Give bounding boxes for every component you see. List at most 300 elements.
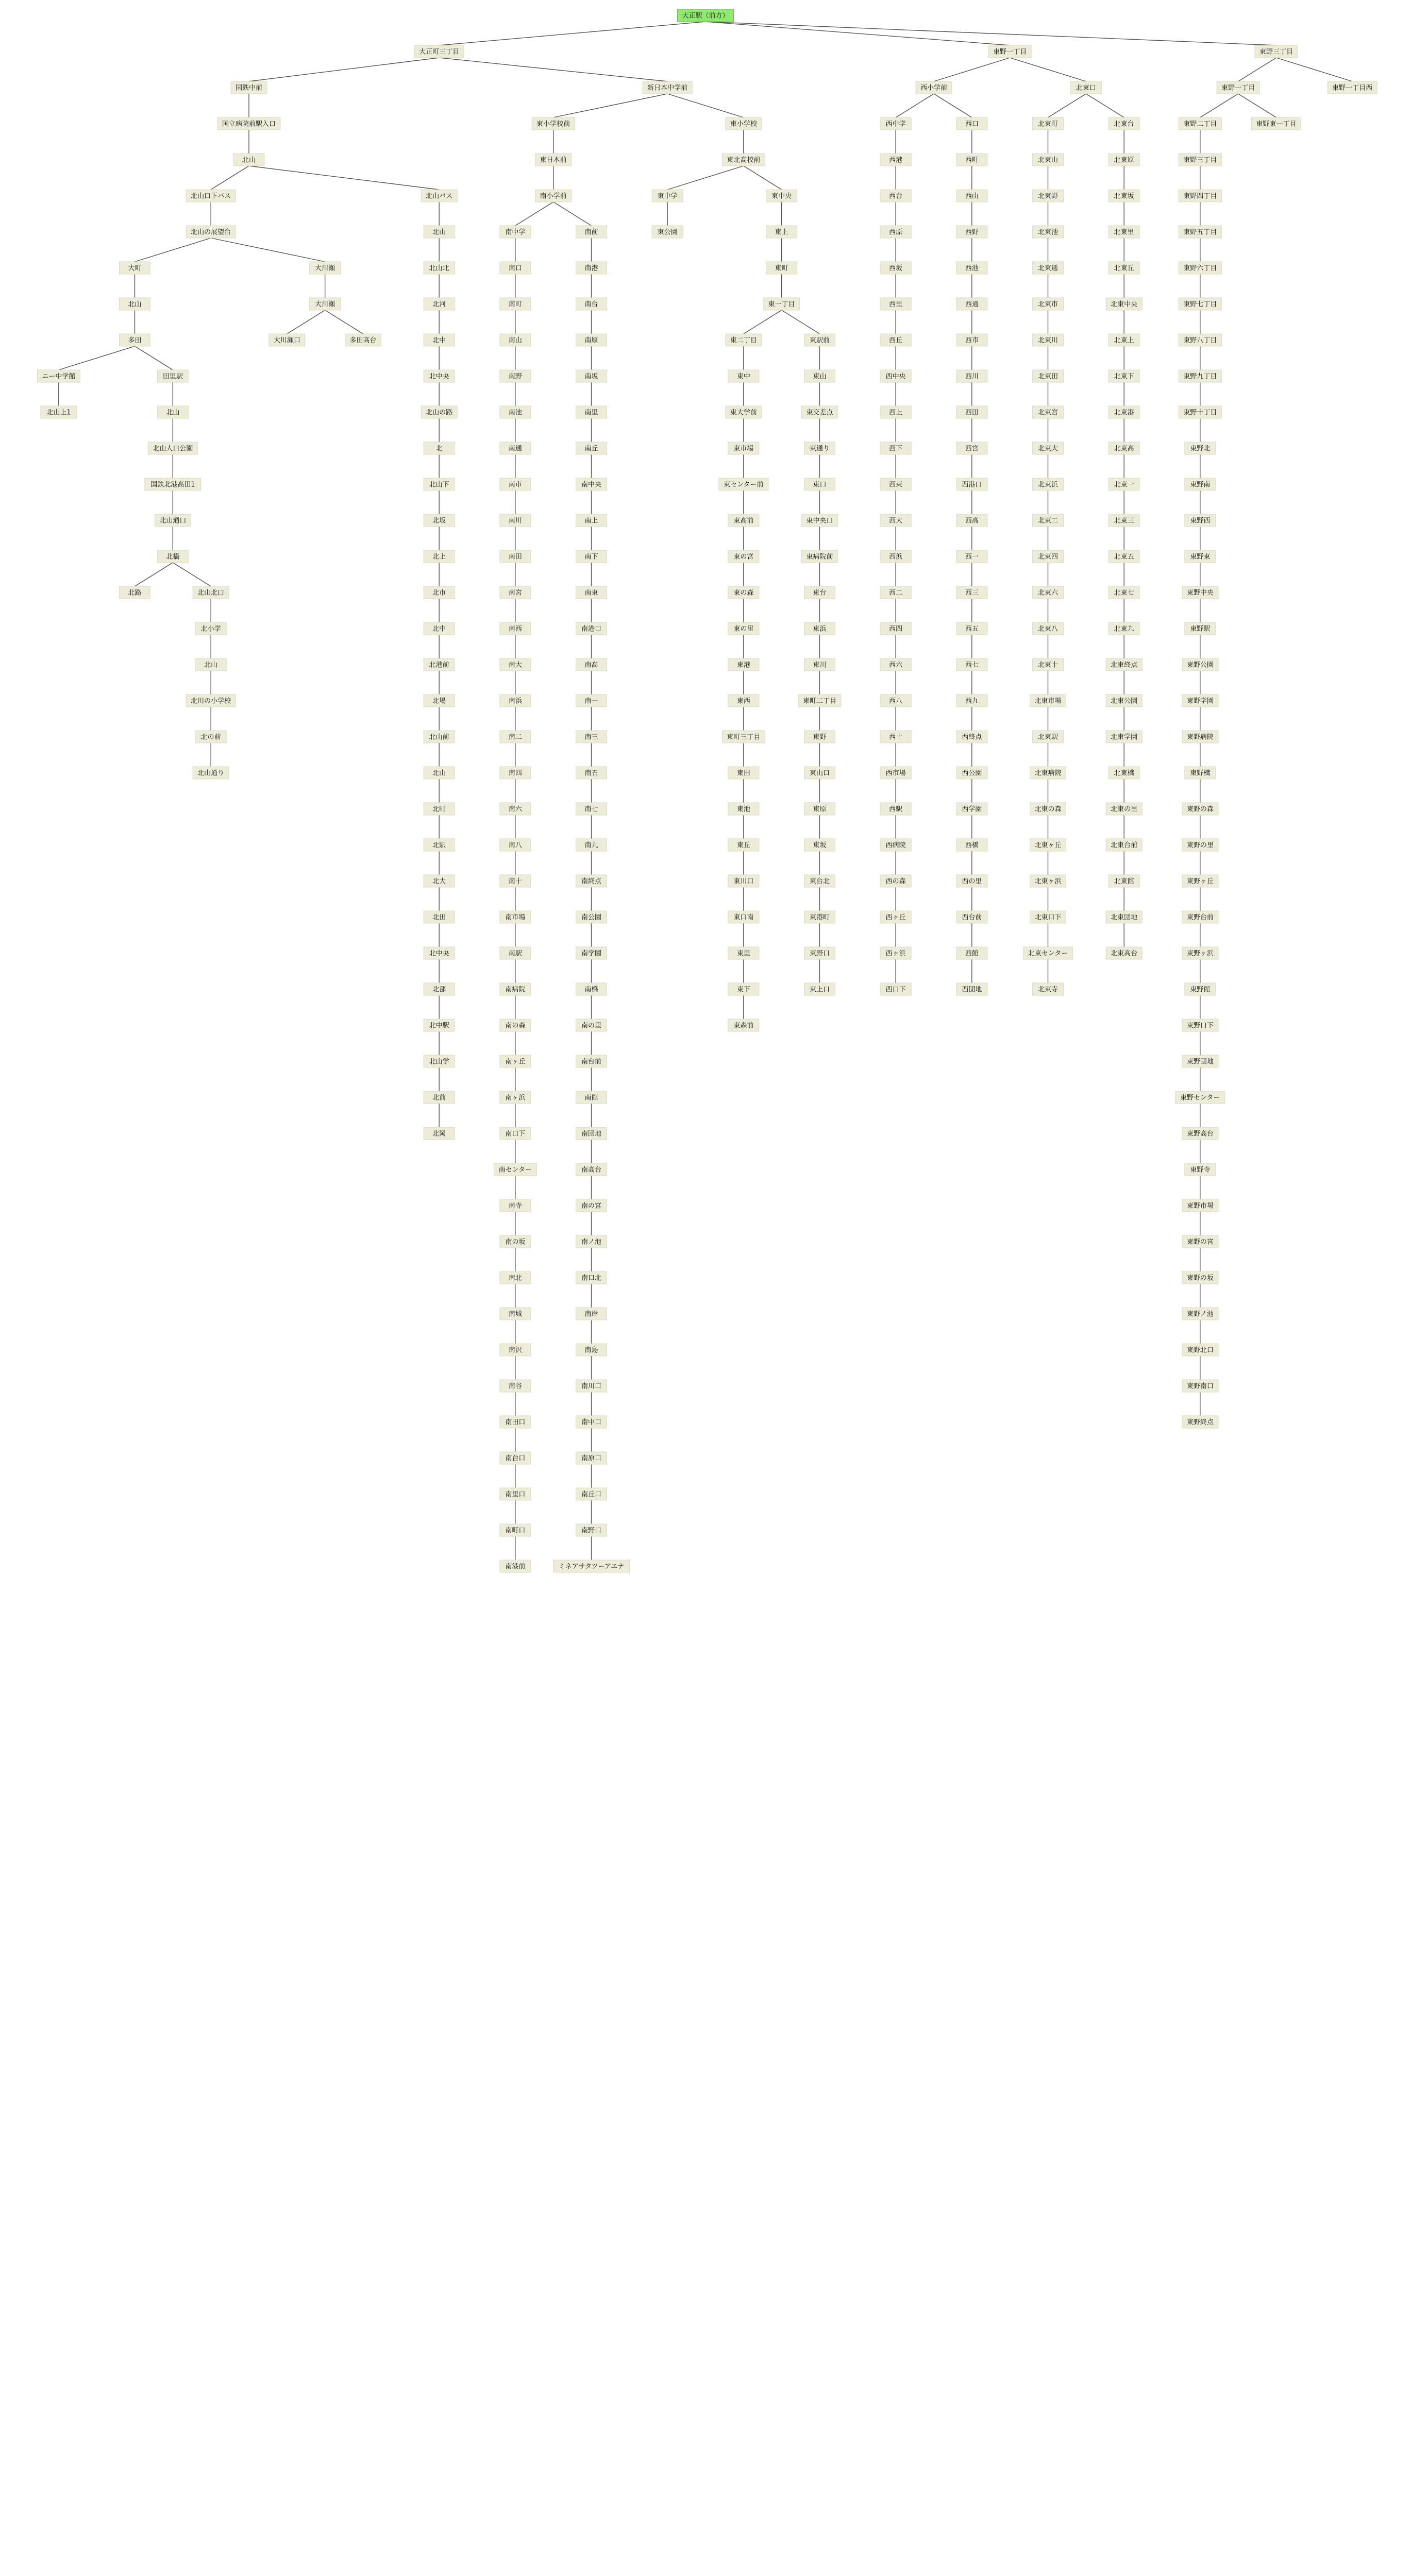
station-label: 西口下: [885, 986, 906, 994]
station-node: [1033, 226, 1064, 238]
station-node: [1108, 586, 1139, 599]
station-label: 西下: [889, 445, 903, 453]
route-edge: [1238, 94, 1276, 117]
station-node: [576, 839, 607, 851]
station-node: [1023, 947, 1073, 959]
station-node: [956, 154, 987, 166]
station-label: 東小学校: [730, 120, 757, 128]
station-node: [500, 875, 531, 887]
station-node: [798, 694, 841, 707]
station-label: 南田: [508, 553, 522, 561]
route-edge: [553, 94, 668, 117]
station-node: [956, 803, 987, 815]
station-label: 北東センター: [1028, 950, 1068, 958]
station-node: [804, 767, 835, 779]
station-label: 東里: [736, 950, 750, 958]
station-label: 西館: [965, 950, 979, 958]
station-label: 北東の里: [1111, 805, 1138, 814]
station-node: [956, 947, 987, 959]
station-node: [500, 226, 531, 238]
station-node: [500, 478, 531, 490]
station-node: [500, 1344, 531, 1356]
station-node: [500, 658, 531, 671]
station-node: [880, 334, 911, 346]
station-label: 北山口下バス: [191, 192, 231, 200]
station-node: [804, 658, 835, 671]
station-label: 東野団地: [1186, 1058, 1214, 1066]
station-node: [1182, 803, 1218, 815]
station-label: 西市: [965, 336, 979, 345]
station-node: [804, 983, 835, 995]
station-label: 南一: [584, 697, 598, 705]
station-label: 北中央: [429, 372, 449, 381]
station-label: 国鉄中前: [235, 84, 263, 92]
station-node: [553, 1560, 630, 1572]
station-node: [424, 803, 455, 815]
station-label: 北山バス: [426, 192, 453, 200]
station-label: 東野東一丁目: [1256, 120, 1297, 128]
station-label: 南上: [584, 517, 598, 525]
station-node: [988, 45, 1031, 58]
station-label: 北岡: [432, 1130, 446, 1138]
station-label: 北東一: [1114, 481, 1134, 489]
station-node: [804, 478, 835, 490]
station-node: [956, 767, 987, 779]
station-label: 西東: [889, 481, 903, 489]
station-label: 東森前: [733, 1022, 754, 1030]
station-label: 西団地: [962, 986, 982, 994]
station-node: [804, 334, 835, 346]
station-label: 北東六: [1037, 589, 1059, 597]
station-label: 北山学: [429, 1058, 449, 1066]
station-label: 大川瀬口: [273, 336, 300, 345]
station-label: 東北高校前: [727, 156, 761, 164]
station-label: 西公園: [962, 769, 982, 777]
station-node: [424, 767, 455, 779]
station-label: 南田口: [505, 1418, 526, 1427]
station-label: 大川瀬: [315, 264, 335, 273]
station-node: [1033, 983, 1064, 995]
station-label: 西三: [965, 589, 979, 597]
station-node: [652, 226, 683, 238]
station-node: [120, 334, 150, 346]
station-node: [1106, 658, 1142, 671]
route-edge: [173, 563, 211, 586]
station-node: [424, 298, 455, 310]
station-node: [576, 1055, 607, 1067]
station-node: [1252, 117, 1301, 130]
station-label: 大正町三丁目: [419, 48, 460, 56]
route-edge: [706, 22, 1010, 45]
station-node: [652, 190, 683, 202]
route-edge: [135, 346, 173, 370]
station-node: [310, 298, 341, 310]
station-label: 西上: [889, 409, 903, 417]
route-edge: [896, 94, 934, 117]
station-label: 南六: [508, 805, 522, 814]
station-label: 東山口: [809, 769, 830, 777]
station-label: 東西: [736, 697, 750, 705]
station-label: 西池: [965, 264, 979, 273]
station-node: [500, 839, 531, 851]
station-label: 東交差点: [806, 409, 833, 417]
station-label: 東野高台: [1186, 1130, 1214, 1138]
station-label: 南野口: [581, 1527, 602, 1535]
station-node: [1182, 1235, 1218, 1248]
station-label: 南原口: [581, 1454, 602, 1463]
station-label: 南八: [508, 841, 522, 850]
station-label: 大正駅（前方）: [682, 12, 729, 20]
station-label: 北小学: [200, 625, 221, 633]
station-node: [880, 622, 911, 635]
station-label: 東口南: [733, 913, 754, 922]
station-label: 南原: [584, 336, 598, 345]
station-label: 北路: [128, 589, 142, 597]
station-node: [880, 731, 911, 743]
station-label: 北東野: [1037, 192, 1059, 200]
station-label: 南センター: [498, 1166, 532, 1174]
station-node: [880, 875, 911, 887]
station-node: [1182, 1055, 1218, 1067]
station-label: 西港: [889, 156, 903, 164]
station-label: 東野一丁目: [993, 48, 1027, 56]
station-node: [1179, 406, 1221, 418]
station-node: [500, 1560, 531, 1572]
station-node: [880, 947, 911, 959]
station-label: 西七: [965, 661, 979, 669]
station-node: [193, 767, 229, 779]
station-node: [956, 298, 987, 310]
station-node: [576, 1488, 607, 1500]
station-label: 東野の森: [1186, 805, 1214, 814]
station-label: 南の里: [581, 1022, 602, 1030]
station-node: [500, 767, 531, 779]
route-edge: [553, 202, 592, 226]
station-label: 北山: [242, 156, 256, 164]
station-node: [155, 514, 191, 527]
station-node: [722, 731, 765, 743]
station-label: 南の坂: [505, 1238, 526, 1246]
station-node: [956, 983, 987, 995]
station-label: 東川: [813, 661, 827, 669]
station-node: [804, 803, 835, 815]
station-label: 北東五: [1114, 553, 1134, 561]
station-node: [1108, 550, 1139, 563]
station-node: [956, 514, 987, 527]
station-label: 東野ヶ丘: [1186, 877, 1214, 886]
station-node: [764, 298, 800, 310]
station-label: 南坂: [584, 372, 598, 381]
station-node: [269, 334, 305, 346]
station-node: [1179, 298, 1221, 310]
station-node: [643, 81, 692, 94]
station-label: 北山の路: [426, 409, 453, 417]
station-node: [576, 694, 607, 707]
station-node: [1108, 154, 1139, 166]
station-label: 南三: [584, 733, 598, 741]
station-label: ニー中学館: [42, 372, 76, 381]
station-label: 北東港: [1114, 409, 1134, 417]
station-label: 南口: [508, 264, 522, 273]
station-node: [728, 514, 759, 527]
station-node: [728, 658, 759, 671]
station-label: 東野橋: [1190, 769, 1211, 777]
station-node: [726, 406, 762, 418]
station-label: 南四: [508, 769, 522, 777]
station-node: [500, 947, 531, 959]
station-node: [120, 262, 150, 274]
station-label: 北東町: [1037, 120, 1059, 128]
station-node: [1033, 658, 1064, 671]
station-node: [1106, 839, 1142, 851]
station-label: 東台北: [809, 877, 830, 886]
station-node: [802, 514, 838, 527]
station-label: 南大: [508, 661, 522, 669]
station-label: 東野東: [1190, 553, 1211, 561]
station-node: [500, 1488, 531, 1500]
station-label: 西台前: [962, 913, 982, 922]
station-label: 西八: [889, 697, 903, 705]
station-node: [424, 658, 455, 671]
station-label: 北東口: [1076, 84, 1096, 92]
station-label: 西野: [965, 228, 979, 236]
station-node: [576, 334, 607, 346]
station-node: [500, 1380, 531, 1392]
station-node: [956, 406, 987, 418]
station-node: [500, 370, 531, 382]
station-label: 西中央: [885, 372, 906, 381]
station-label: 東原: [813, 805, 827, 814]
station-label: 東病院前: [806, 553, 833, 561]
station-label: 北上: [432, 553, 446, 561]
station-label: 南五: [584, 769, 598, 777]
station-node: [1182, 839, 1218, 851]
station-node: [1179, 190, 1221, 202]
route-edge: [934, 94, 972, 117]
station-node: [500, 514, 531, 527]
station-node: [880, 658, 911, 671]
station-node: [766, 190, 797, 202]
station-label: 東野の宮: [1186, 1238, 1214, 1246]
station-label: 東港町: [809, 913, 830, 922]
station-node: [1182, 586, 1218, 599]
station-node: [424, 1019, 455, 1031]
station-node: [728, 622, 759, 635]
station-node: [1185, 622, 1216, 635]
station-node: [1106, 694, 1142, 707]
station-label: 北東七: [1114, 589, 1134, 597]
station-label: 南高台: [581, 1166, 602, 1174]
station-node: [576, 1235, 607, 1248]
station-node: [1182, 658, 1218, 671]
station-node: [766, 262, 797, 274]
station-node: [719, 478, 768, 490]
route-edge: [1010, 58, 1086, 81]
station-label: 東野口下: [1186, 1022, 1214, 1030]
station-label: 東町: [775, 264, 788, 273]
station-node: [145, 478, 201, 490]
station-label: 北東寺: [1037, 986, 1059, 994]
station-node: [1182, 1019, 1218, 1031]
station-node: [956, 731, 987, 743]
station-node: [576, 767, 607, 779]
station-label: 北駅: [432, 841, 446, 850]
route-edge: [1238, 58, 1276, 81]
station-node: [186, 694, 236, 707]
station-label: 東野北: [1190, 445, 1211, 453]
station-label: 西港口: [962, 481, 982, 489]
station-node: [500, 1272, 531, 1284]
station-node: [880, 117, 911, 130]
station-node: [345, 334, 381, 346]
station-node: [1033, 731, 1064, 743]
station-node: [500, 911, 531, 923]
station-label: 東野センター: [1180, 1094, 1220, 1102]
station-label: 北河: [432, 300, 446, 309]
station-node: [1182, 694, 1218, 707]
route-edge: [744, 310, 782, 334]
station-label: 東小学校前: [536, 120, 570, 128]
station-label: 北場: [432, 697, 446, 705]
station-label: 北山前: [429, 733, 449, 741]
station-label: 東野一丁目: [1221, 84, 1255, 92]
station-node: [1030, 803, 1066, 815]
station-node: [1108, 406, 1139, 418]
station-label: 北東大: [1037, 445, 1059, 453]
station-label: 西浜: [889, 553, 903, 561]
station-label: 大町: [128, 264, 142, 273]
station-label: 南館: [584, 1094, 598, 1102]
station-node: [1033, 334, 1064, 346]
station-node: [1030, 911, 1066, 923]
station-node: [576, 478, 607, 490]
station-label: 南野: [508, 372, 522, 381]
station-node: [728, 370, 759, 382]
station-label: 東一丁目: [768, 300, 795, 309]
station-label: 東日本前: [540, 156, 567, 164]
station-node: [1033, 154, 1064, 166]
edge-layer: [59, 22, 1352, 1560]
station-label: 西六: [889, 661, 903, 669]
station-node: [804, 947, 835, 959]
route-edge: [439, 58, 667, 81]
station-node: [233, 154, 264, 166]
station-label: 北山上1: [46, 409, 71, 417]
station-node: [532, 117, 575, 130]
station-label: 東丘: [736, 841, 750, 850]
station-label: 東野公園: [1186, 661, 1214, 669]
station-label: 北: [435, 445, 443, 453]
station-label: 南七: [584, 805, 598, 814]
station-node: [424, 983, 455, 995]
station-node: [1030, 694, 1066, 707]
station-node: [576, 370, 607, 382]
station-label: 北山: [166, 409, 180, 417]
station-label: 南ノ池: [581, 1238, 602, 1246]
station-label: 西ヶ浜: [885, 950, 906, 958]
station-label: 西田: [965, 409, 979, 417]
station-node: [956, 839, 987, 851]
station-node: [424, 731, 455, 743]
station-node: [804, 586, 835, 599]
station-label: 東大学前: [730, 409, 757, 417]
station-label: 西十: [889, 733, 903, 741]
station-node: [728, 947, 759, 959]
station-label: 南通: [508, 445, 522, 453]
station-node: [500, 803, 531, 815]
station-label: 東中央: [771, 192, 792, 200]
station-label: ミネアサタツーアエナ: [558, 1563, 625, 1571]
station-node: [576, 1163, 607, 1176]
station-node: [880, 262, 911, 274]
station-label: 西駅: [889, 805, 903, 814]
station-label: 東野七丁目: [1183, 300, 1217, 309]
station-label: 南宮: [508, 589, 522, 597]
station-node: [195, 622, 226, 635]
station-label: 北東台: [1114, 120, 1134, 128]
station-node: [880, 550, 911, 563]
station-node: [576, 1091, 607, 1104]
station-label: 北東ヶ浜: [1034, 877, 1062, 886]
route-edge: [439, 22, 706, 45]
station-label: 南高: [584, 661, 598, 669]
station-label: 南下: [584, 553, 598, 561]
route-edge: [249, 166, 439, 190]
station-node: [424, 442, 455, 454]
station-node: [500, 1524, 531, 1536]
station-node: [880, 478, 911, 490]
station-node: [804, 622, 835, 635]
station-label: 南ヶ浜: [505, 1094, 526, 1102]
station-label: 東野: [813, 733, 827, 741]
station-label: 南丘口: [581, 1490, 602, 1499]
station-label: 東野十丁目: [1183, 409, 1217, 417]
station-label: 北東浜: [1037, 481, 1059, 489]
station-label: 東港: [736, 661, 750, 669]
station-label: 西五: [965, 625, 979, 633]
station-label: 南台口: [505, 1454, 526, 1463]
station-label: 東中: [736, 372, 750, 381]
station-label: 北東市場: [1034, 697, 1062, 705]
station-label: 北東高台: [1111, 950, 1138, 958]
station-label: 西四: [889, 625, 903, 633]
station-label: 北東高: [1114, 445, 1134, 453]
station-label: 北東学園: [1111, 733, 1138, 741]
station-label: 南台前: [581, 1058, 602, 1066]
station-label: 国立病院前駅入口: [222, 120, 276, 128]
station-node: [728, 1019, 759, 1031]
station-node: [1185, 442, 1216, 454]
station-node: [1179, 226, 1221, 238]
station-label: 田里駅: [162, 372, 183, 381]
station-label: 南町: [508, 300, 522, 309]
station-node: [1185, 767, 1216, 779]
station-label: 東野五丁目: [1183, 228, 1217, 236]
route-edge: [667, 166, 744, 190]
station-node: [804, 442, 835, 454]
station-node: [424, 586, 455, 599]
station-node: [1033, 298, 1064, 310]
station-node: [424, 911, 455, 923]
station-node: [1108, 226, 1139, 238]
station-label: 東野八丁目: [1183, 336, 1217, 345]
station-label: 南東: [584, 589, 598, 597]
station-node: [1185, 478, 1216, 490]
station-node: [728, 550, 759, 563]
station-label: 東野台前: [1186, 913, 1214, 922]
station-label: 西丘: [889, 336, 903, 345]
station-node: [1108, 514, 1139, 527]
